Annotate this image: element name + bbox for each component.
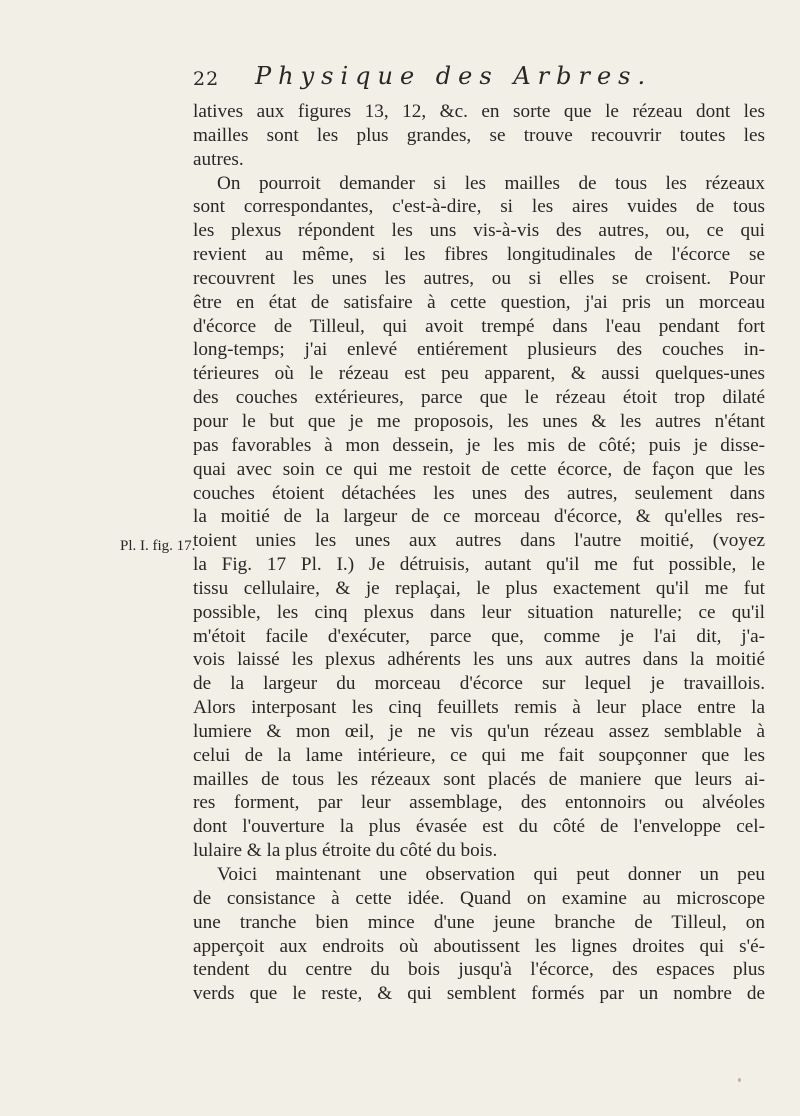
text-line: térieures où le rézeau est peu apparent, & aussi quelques-unes [193, 363, 765, 385]
text-line: apperçoit aux endroits où aboutissent les lignes droites qui s'é- [193, 935, 765, 957]
text-line: Voici maintenant une observation qui peut donner un peu [217, 864, 765, 885]
text-line: pas favorables à mon dessein, je les mis de côté; puis je disse- [193, 434, 765, 456]
text-line: latives aux figures 13, 12, &c. en sorte que le rézeau dont les [193, 101, 765, 122]
text-line: possible, les cinq plexus dans leur situation naturelle; ce qu'il [193, 601, 765, 623]
text-line: autres. [193, 148, 244, 170]
text-line: toient unies les unes aux autres dans l'autre moitié, (voyez [193, 530, 765, 552]
margin-note: Pl. I. fig. 17. [120, 538, 196, 554]
text-line: revient au même, si les fibres longitudinales de l'écorce se [193, 244, 765, 266]
text-line: de consistance à cette idée. Quand on examine au microscope [193, 887, 765, 909]
text-line: verds que le reste, & qui semblent formés par un nombre de [193, 983, 765, 1005]
text-line: d'écorce de Tilleul, qui avoit trempé dans l'eau pendant fort [193, 315, 765, 337]
page-header [193, 62, 753, 94]
text-line: tissu cellulaire, & je replaçai, le plus exactement qu'il me fut [193, 577, 765, 599]
text-line: lulaire & la plus étroite du côté du bois. [193, 840, 498, 862]
text-line: Alors interposant les cinq feuillets remis à leur place entre la [193, 697, 765, 719]
text-line: quai avec soin ce qui me restoit de cette écorce, de façon que les [193, 458, 765, 480]
text-line: de la largeur du morceau d'écorce sur lequel je travaillois. [193, 673, 765, 695]
page-number: 22 [193, 68, 220, 90]
running-title: Physique des Arbres. [255, 62, 653, 90]
text-line: On pourroit demander si les mailles de tous les rézeaux [217, 172, 765, 194]
text-line: tendent du centre du bois jusqu'à l'écorce, des espaces plus [193, 959, 765, 981]
text-line: la Fig. 17 Pl. I.) Je détruisis, autant qu'il me fut possible, le [193, 554, 765, 576]
paper-speck [738, 1078, 741, 1082]
body-text [193, 100, 765, 1006]
text-line: m'étoit facile d'exécuter, parce que, comme je l'ai dit, j'a- [193, 625, 765, 647]
text-line: mailles sont les plus grandes, se trouve recouvrir toutes les [193, 124, 765, 146]
text-line: une tranche bien mince d'une jeune branche de Tilleul, on [193, 911, 765, 933]
text-line: pour le but que je me proposois, les unes & les autres n'étant [193, 410, 765, 432]
text-line: celui de la lame intérieure, ce qui me fait soupçonner que les [193, 744, 765, 766]
text-line: des couches extérieures, parce que le rézeau étoit trop dilaté [193, 387, 765, 409]
text-line: vois laissé les plexus adhérents les uns aux autres dans la moitié [193, 649, 765, 671]
text-line: recouvrent les unes les autres, ou si elles se croisent. Pour [193, 267, 765, 289]
text-line: les plexus répondent les uns vis-à-vis des autres, ou, ce qui [193, 220, 765, 242]
text-line: dont l'ouverture la plus évasée est du côté de l'enveloppe cel- [193, 816, 765, 838]
text-line: res forment, par leur assemblage, des entonnoirs ou alvéoles [193, 792, 765, 814]
text-line: sont correspondantes, c'est-à-dire, si les aires vuides de tous [193, 196, 765, 218]
text-line: lumiere & mon œil, je ne vis qu'un rézeau assez semblable à [193, 720, 765, 742]
text-line: mailles de tous les rézeaux sont placés de maniere que leurs ai- [193, 768, 765, 790]
text-line: la moitié de la largeur de ce morceau d'écorce, & qu'elles res- [193, 506, 765, 528]
text-line: couches étoient détachées les unes des autres, seulement dans [193, 482, 765, 504]
text-line: long-temps; j'ai enlevé entiérement plusieurs des couches in- [193, 339, 765, 361]
text-line: être en état de satisfaire à cette question, j'ai pris un morceau [193, 291, 765, 313]
